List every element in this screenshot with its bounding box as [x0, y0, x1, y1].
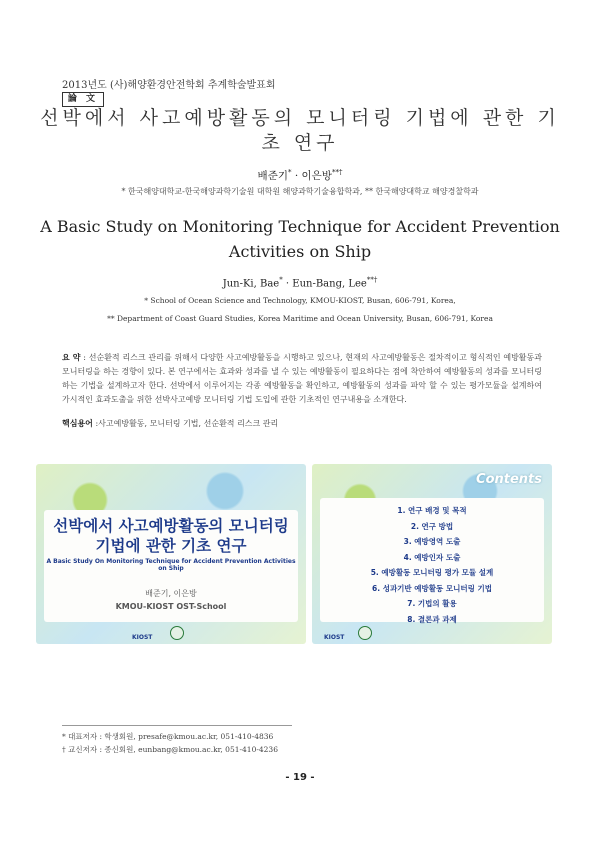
contents-slide-figure	[312, 464, 552, 644]
title-english: A Basic Study on Monitoring Technique for Accident Prevention Activities on Ship	[40, 217, 560, 261]
university-seal-icon	[358, 626, 372, 640]
author1-en: Jun-Ki, Bae	[222, 278, 280, 290]
author-separator-ko: ·	[291, 170, 302, 182]
slide1-authors: 배준기, 이은방	[145, 589, 197, 598]
contents-heading: Contents	[476, 472, 542, 487]
conference-header: 2013년도 (사)해양환경안전학회 추계학술발표회	[62, 80, 276, 91]
author2-en: Eun-Bang, Lee	[292, 278, 367, 290]
author-separator-en: ·	[282, 278, 293, 290]
author2-ko: 이은방	[301, 170, 332, 182]
affiliation-english-1: * School of Ocean Science and Technology, KMOU-KIOST, Busan, 606-791, Korea,	[144, 296, 456, 305]
contents-item: 7. 기법의 활용	[407, 599, 457, 608]
contents-item: 6. 성과기반 예방활동 모니터링 기법	[372, 583, 492, 593]
contents-item: 4. 예방인자 도출	[403, 552, 461, 562]
footnote-first-author: * 대표저자 : 학생회원, presafe@kmou.ac.kr, 051-410-4836	[62, 732, 274, 741]
kiost-logo: KIOST	[324, 634, 345, 641]
contents-item: 1. 연구 배경 및 목적	[397, 506, 467, 515]
title-korean: 선박에서 사고예방활동의 모니터링 기법에 관한 기초 연구	[40, 107, 560, 154]
keywords-text: :사고예방활동, 모니터링 기법, 선순환적 리스크 관리	[92, 419, 279, 428]
author1-ko: 배준기	[257, 170, 288, 182]
affiliation-korean: * 한국해양대학교-한국해양과학기술원 대학원 해양과학기술융합학과, ** 한국해양대학교 해양경찰학과	[121, 187, 479, 196]
keywords-label: 핵심용어	[62, 418, 93, 428]
slide1-title: 선박에서 사고예방활동의 모니터링 기법에 관한 기초 연구	[53, 517, 289, 555]
contents-list	[320, 503, 544, 627]
contents-item: 2. 연구 방법	[410, 521, 454, 531]
author1-ko-mark: *	[287, 168, 292, 177]
authors-english	[0, 276, 600, 289]
title-slide-figure	[36, 464, 306, 644]
authors-korean	[0, 168, 600, 183]
author1-en-mark: *	[279, 276, 283, 284]
affiliation-english-2: ** Department of Coast Guard Studies, Korea Maritime and Ocean University, Busan, 606-791, Korea	[107, 314, 493, 323]
kiost-logo: KIOST	[132, 634, 153, 641]
footnote-divider	[62, 725, 292, 726]
slide1-subtitle: A Basic Study On Monitoring Technique for Accident Prevention Activities on Ship	[46, 558, 296, 572]
contents-panel	[320, 498, 544, 622]
slide1-organization: KMOU-KIOST OST-School	[115, 602, 227, 611]
keywords	[62, 418, 278, 429]
contents-item: 5. 예방활동 모니터링 평가 모듈 설계	[370, 568, 494, 577]
abstract-text: : 선순환적 리스크 관리를 위해서 다양한 사고예방활동을 시행하고 있으나, 현재의 사고예방활동은 절차적이고 형식적인 예방활동과 모니터링을 하는 경향이 있다. 본 연구에서는 효과와 성과를 낼 수 있는 예방활동이 필요하다는 점에 착안하여 예방활동의 성과를 모니터링하는 기법을 설계하고자 한다. 선박에서 이루어지는 각종 예방활동을 확인하고, 예방활동의 성과를 파악 할 수 있는 평가모듈을 설계하여 가시적인 효과도출을 위한 선박사고예방 모니터링 기법 도입에 관한 기초적인 연구내용을 소개한다.	[62, 353, 542, 404]
contents-item: 3. 예방영역 도출	[403, 537, 461, 546]
contents-item: 8. 결론과 과제	[407, 614, 457, 624]
article-type-badge: 論 文	[62, 92, 104, 107]
author2-ko-mark: **†	[331, 168, 343, 177]
abstract	[62, 350, 542, 407]
author2-en-mark: **†	[366, 276, 378, 284]
university-seal-icon	[170, 626, 184, 640]
page-number: - 19 -	[285, 772, 315, 783]
footnote-corresponding-author: † 교신저자 : 종신회원, eunbang@kmou.ac.kr, 051-410-4236	[62, 745, 278, 754]
title-slide-panel	[44, 510, 298, 622]
abstract-label: 요 약	[62, 352, 81, 362]
